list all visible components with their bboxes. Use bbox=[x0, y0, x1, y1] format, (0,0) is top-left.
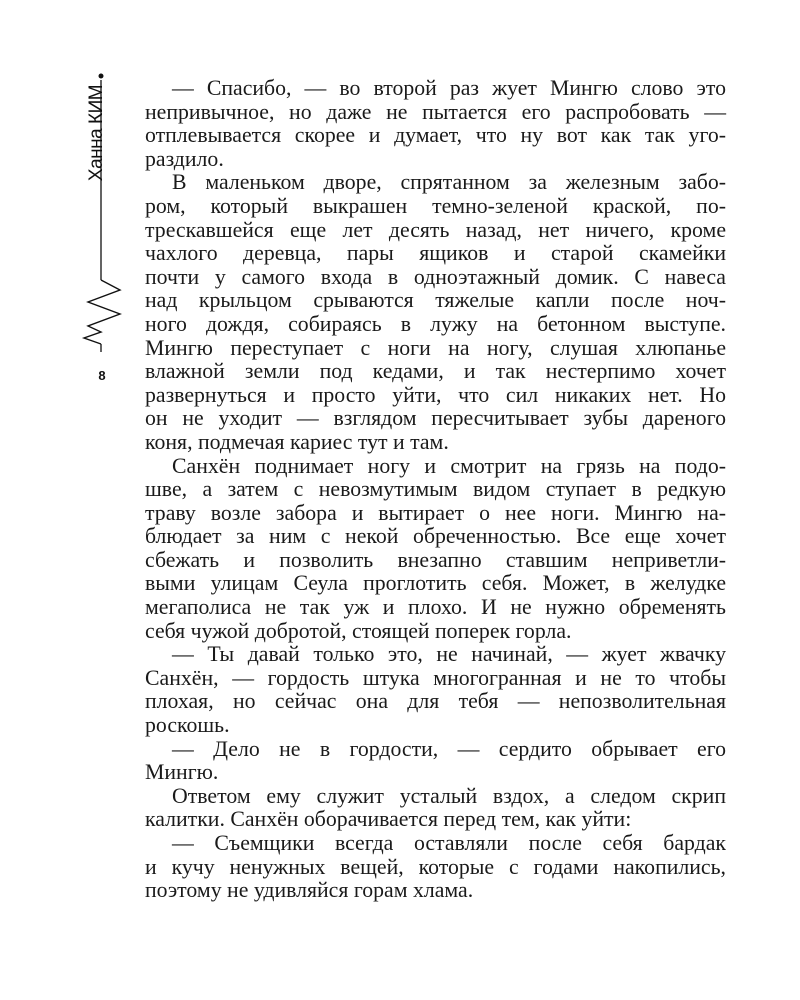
text-line: Мингю переступает с ноги на ногу, слушая хлюпанье bbox=[145, 335, 726, 360]
text-line: шве, а затем с невозмутимым видом ступает в редкую bbox=[145, 477, 726, 502]
text-line: отплевывается скорее и думает, что ну вот как так уго- bbox=[145, 123, 726, 148]
text-line: сбежать и позволить внезапно ставшим неприветли- bbox=[145, 547, 726, 572]
text-line: влажной земли под кедами, и так нестерпимо хочет bbox=[145, 359, 726, 384]
text-line: над крыльцом срываются тяжелые капли после ноч- bbox=[145, 288, 726, 313]
text-line: — Спасибо, — во второй раз жует Мингю слово это bbox=[172, 76, 726, 100]
text-line: В маленьком дворе, спрятанном за железным забо- bbox=[172, 170, 726, 195]
text-line: — Дело не в гордости, — сердито обрывает его bbox=[172, 736, 726, 761]
text-line: поэтому не удивляйся горам хлама. bbox=[145, 878, 474, 903]
text-line: роскошь. bbox=[145, 713, 230, 738]
text-line: развернуться и просто уйти, что сил никаких нет. Но bbox=[145, 382, 726, 407]
text-line: раздило. bbox=[145, 146, 224, 171]
text-line: — Съемщики всегда оставляли после себя бардак bbox=[172, 831, 726, 855]
text-line: калитки. Санхён оборачивается перед тем, как уйти: bbox=[145, 807, 632, 832]
text-line: блюдает за ним с некой обреченностью. Все еще хочет bbox=[145, 524, 726, 549]
text-line: ного дождя, собираясь в лужу на бетонном выступе. bbox=[145, 311, 726, 336]
text-line: выми улицам Сеула проглотить себя. Может, в желудке bbox=[145, 571, 726, 596]
text-line: — Ты давай только это, не начинай, — жует жвачку bbox=[172, 642, 726, 667]
text-line: чахлого деревца, пары ящиков и старой скамейки bbox=[145, 241, 726, 266]
author-name: Ханна КИМ bbox=[86, 84, 107, 182]
text-line: коня, подмечая кариес тут и там. bbox=[145, 429, 449, 454]
page-number: 8 bbox=[98, 368, 106, 383]
text-line: мегаполиса не так уж и плохо. И не нужно обременять bbox=[145, 595, 726, 620]
text-line: Санхён, — гордость штука многогранная и не то чтобы bbox=[145, 665, 726, 690]
text-line: плохая, но сейчас она для тебя — непозволительная bbox=[145, 689, 726, 714]
text-line: Санхён поднимает ногу и смотрит на грязь на подо- bbox=[172, 453, 726, 478]
text-line: непривычное, но даже не пытается его распробовать — bbox=[145, 99, 726, 124]
text-line: почти у самого входа в одноэтажный домик. С навеса bbox=[145, 264, 726, 289]
text-line: трескавшейся еще лет десять назад, нет ничего, кроме bbox=[145, 217, 726, 242]
text-line: и кучу ненужных вещей, которые с годами накопились, bbox=[145, 854, 726, 879]
text-line: себя чужой добротой, стоящей поперек горла. bbox=[145, 618, 572, 643]
text-line: траву возле забора и вытирает о нее ноги. Мингю на- bbox=[145, 500, 726, 525]
text-line: он не уходит — взглядом пересчитывает зубы дареного bbox=[145, 406, 726, 431]
text-line: Ответом ему служит усталый вздох, а следом скрип bbox=[172, 783, 726, 808]
body-text bbox=[145, 77, 726, 903]
text-line: Мингю. bbox=[145, 760, 219, 785]
decorative-waveform-line bbox=[80, 70, 140, 400]
text-line: ром, который выкрашен темно-зеленой краской, по- bbox=[145, 193, 726, 218]
